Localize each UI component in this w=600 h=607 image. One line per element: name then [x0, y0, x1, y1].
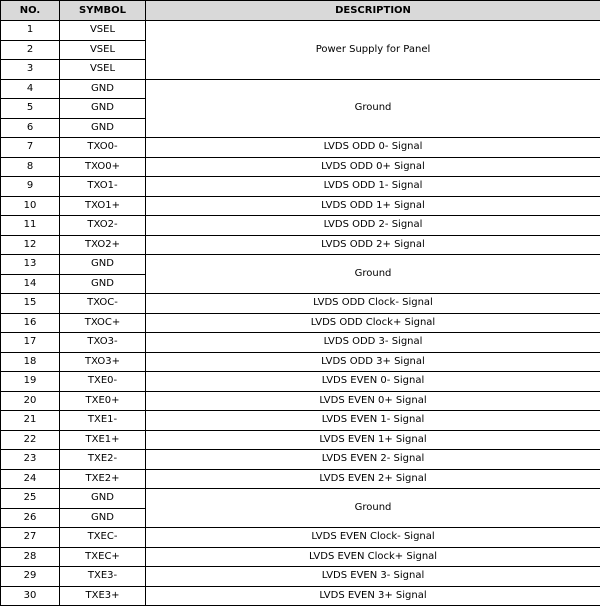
table-row [1, 235, 600, 255]
pin-description-cell: Ground [146, 489, 600, 528]
table-row [1, 586, 600, 606]
pin-description-cell: LVDS ODD 3+ Signal [146, 352, 600, 372]
table-row [1, 313, 600, 333]
pin-number-cell: 16 [1, 313, 60, 333]
pin-number-cell: 1 [1, 21, 60, 41]
pin-number-cell: 7 [1, 138, 60, 158]
table-row [1, 567, 600, 587]
header-symbol: SYMBOL [60, 1, 146, 21]
pin-symbol-cell: GND [60, 99, 146, 119]
table-row [1, 411, 600, 431]
pin-number-cell: 9 [1, 177, 60, 197]
header-no: NO. [1, 1, 60, 21]
table-row [1, 391, 600, 411]
pin-number-cell: 21 [1, 411, 60, 431]
table-row [1, 255, 600, 275]
pin-number-cell: 27 [1, 528, 60, 548]
pin-description-cell: LVDS EVEN 1+ Signal [146, 430, 600, 450]
pin-symbol-cell: TXE1+ [60, 430, 146, 450]
pin-number-cell: 13 [1, 255, 60, 275]
pin-number-cell: 26 [1, 508, 60, 528]
pin-number-cell: 4 [1, 79, 60, 99]
table-row [1, 430, 600, 450]
pin-number-cell: 17 [1, 333, 60, 353]
table-row [1, 372, 600, 392]
table-row [1, 547, 600, 567]
pin-number-cell: 5 [1, 99, 60, 119]
pin-symbol-cell: TXOC- [60, 294, 146, 314]
pin-number-cell: 28 [1, 547, 60, 567]
pin-number-cell: 30 [1, 586, 60, 606]
table-row [1, 177, 600, 197]
pin-symbol-cell: VSEL [60, 21, 146, 41]
pin-number-cell: 6 [1, 118, 60, 138]
table-row [1, 469, 600, 489]
pin-number-cell: 12 [1, 235, 60, 255]
pin-description-cell: LVDS ODD 2+ Signal [146, 235, 600, 255]
pin-description-cell: LVDS ODD 0+ Signal [146, 157, 600, 177]
pin-symbol-cell: TXE3- [60, 567, 146, 587]
table-row [1, 79, 600, 99]
pin-symbol-cell: GND [60, 79, 146, 99]
pin-symbol-cell: TXE1- [60, 411, 146, 431]
pin-number-cell: 2 [1, 40, 60, 60]
table-row [1, 333, 600, 353]
pin-number-cell: 25 [1, 489, 60, 509]
pin-description-cell: LVDS EVEN 0- Signal [146, 372, 600, 392]
pin-description-cell: Ground [146, 79, 600, 138]
pin-description-cell: LVDS ODD Clock- Signal [146, 294, 600, 314]
table-row [1, 21, 600, 41]
pin-number-cell: 14 [1, 274, 60, 294]
pin-number-cell: 10 [1, 196, 60, 216]
pin-symbol-cell: TXE0- [60, 372, 146, 392]
table-row [1, 216, 600, 236]
pin-number-cell: 20 [1, 391, 60, 411]
table-row [1, 528, 600, 548]
pin-symbol-cell: TXO1+ [60, 196, 146, 216]
pin-description-cell: LVDS ODD 2- Signal [146, 216, 600, 236]
pin-symbol-cell: TXO2+ [60, 235, 146, 255]
pin-description-cell: LVDS EVEN 3- Signal [146, 567, 600, 587]
pin-symbol-cell: TXO0+ [60, 157, 146, 177]
table-row [1, 294, 600, 314]
pin-symbol-cell: TXO0- [60, 138, 146, 158]
pin-symbol-cell: TXE0+ [60, 391, 146, 411]
pin-description-cell: LVDS EVEN 0+ Signal [146, 391, 600, 411]
pin-description-cell: LVDS EVEN 3+ Signal [146, 586, 600, 606]
pin-symbol-cell: TXO1- [60, 177, 146, 197]
pin-symbol-cell: GND [60, 255, 146, 275]
table-row [1, 489, 600, 509]
pin-description-cell: LVDS EVEN Clock+ Signal [146, 547, 600, 567]
pin-description-cell: LVDS ODD 3- Signal [146, 333, 600, 353]
table-row [1, 157, 600, 177]
table-header-row [1, 1, 600, 21]
pin-number-cell: 18 [1, 352, 60, 372]
pin-description-cell: LVDS ODD 0- Signal [146, 138, 600, 158]
pin-number-cell: 15 [1, 294, 60, 314]
pin-symbol-cell: TXEC+ [60, 547, 146, 567]
pin-number-cell: 19 [1, 372, 60, 392]
pin-symbol-cell: TXEC- [60, 528, 146, 548]
pin-description-cell: LVDS ODD 1- Signal [146, 177, 600, 197]
pin-number-cell: 11 [1, 216, 60, 236]
pin-description-cell: Ground [146, 255, 600, 294]
table-row [1, 196, 600, 216]
pin-symbol-cell: TXO2- [60, 216, 146, 236]
table-row [1, 352, 600, 372]
pin-symbol-cell: TXO3+ [60, 352, 146, 372]
header-description: DESCRIPTION [146, 1, 600, 21]
table-row [1, 138, 600, 158]
pin-number-cell: 22 [1, 430, 60, 450]
pin-symbol-cell: TXE2- [60, 450, 146, 470]
pin-symbol-cell: TXO3- [60, 333, 146, 353]
pin-description-cell: LVDS EVEN 2- Signal [146, 450, 600, 470]
pin-symbol-cell: GND [60, 489, 146, 509]
pin-description-cell: LVDS ODD 1+ Signal [146, 196, 600, 216]
pin-description-cell: LVDS EVEN 2+ Signal [146, 469, 600, 489]
pin-number-cell: 23 [1, 450, 60, 470]
table-body [1, 21, 600, 606]
pin-number-cell: 29 [1, 567, 60, 587]
pin-symbol-cell: VSEL [60, 40, 146, 60]
pin-description-cell: LVDS EVEN 1- Signal [146, 411, 600, 431]
pin-number-cell: 24 [1, 469, 60, 489]
pin-description-cell: LVDS ODD Clock+ Signal [146, 313, 600, 333]
table-row [1, 450, 600, 470]
pin-symbol-cell: TXOC+ [60, 313, 146, 333]
pin-symbol-cell: GND [60, 274, 146, 294]
pin-symbol-cell: VSEL [60, 60, 146, 80]
pin-description-cell: LVDS EVEN Clock- Signal [146, 528, 600, 548]
pin-symbol-cell: GND [60, 508, 146, 528]
pin-number-cell: 3 [1, 60, 60, 80]
pin-symbol-cell: TXE3+ [60, 586, 146, 606]
pin-symbol-cell: TXE2+ [60, 469, 146, 489]
pin-symbol-cell: GND [60, 118, 146, 138]
pin-number-cell: 8 [1, 157, 60, 177]
pin-description-cell: Power Supply for Panel [146, 21, 600, 80]
